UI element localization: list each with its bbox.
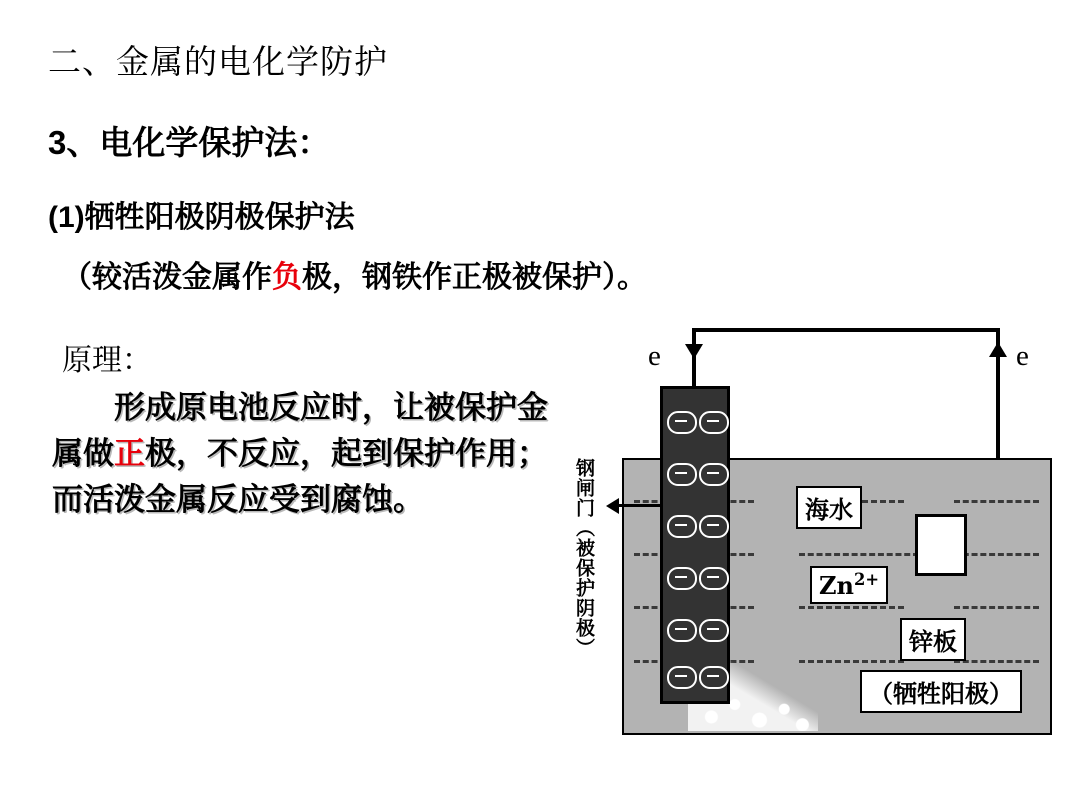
water-line (954, 660, 1039, 663)
steel-gate-label: 钢闸门（被保护阴极） (573, 458, 595, 658)
principle-text-highlight: 正 (114, 436, 145, 472)
electron-label-right: e (1016, 340, 1029, 372)
zinc-plate-label: 锌板 (900, 618, 966, 661)
wire-top-horizontal (692, 328, 1000, 332)
electron-marker (699, 515, 729, 538)
electron-marker (667, 666, 697, 689)
wire-left-vertical (692, 328, 696, 390)
electron-marker (699, 463, 729, 486)
principle-title: 原理： (62, 343, 152, 378)
electron-marker (699, 567, 729, 590)
principle-text-post: 极，不反应，起到保护作用；而活泼金属反应受到腐蚀。 (52, 436, 548, 518)
sub-heading-2-pre: （较活泼金属作 (62, 261, 272, 294)
electron-marker (667, 567, 697, 590)
electron-marker (667, 515, 697, 538)
electron-marker (699, 666, 729, 689)
water-line (799, 606, 904, 609)
electron-label-left: e (648, 340, 661, 372)
sacrificial-anode-label: （牺牲阳极） (860, 670, 1022, 713)
electron-flow-arrow-up-icon (989, 342, 1007, 357)
sub-heading-2-highlight: 负 (272, 261, 302, 294)
water-line (954, 500, 1039, 503)
electron-marker (667, 463, 697, 486)
zinc-ion-symbol: Zn (819, 571, 854, 600)
electron-marker (699, 411, 729, 434)
sub-heading-2 (62, 252, 647, 296)
steel-gate-electrode (660, 386, 730, 704)
zinc-ion-label (810, 566, 888, 604)
electron-marker (699, 619, 729, 642)
sub-heading: (1)牺牲阳极阴极保护法 (48, 201, 355, 234)
water-line (954, 606, 1039, 609)
electrochemical-protection-diagram (560, 318, 1060, 758)
electron-marker (667, 411, 697, 434)
point-heading: 3、电化学保护法： (48, 124, 331, 161)
section-heading: 二、金属的电化学防护 (48, 42, 388, 81)
water-line (799, 553, 919, 556)
zinc-plate-electrode (915, 514, 967, 576)
electron-marker (667, 619, 697, 642)
principle-body (52, 385, 552, 523)
sub-heading-2-post: 极，钢铁作正极被保护）。 (302, 261, 647, 294)
electron-flow-arrow-down-icon (685, 344, 703, 359)
seawater-label: 海水 (796, 486, 862, 529)
zinc-ion-charge: 2+ (853, 570, 879, 589)
principle-text-pre: 形成原电池反应时，让被保护金属做 (52, 390, 548, 472)
steel-gate-pointer-line (618, 504, 663, 507)
